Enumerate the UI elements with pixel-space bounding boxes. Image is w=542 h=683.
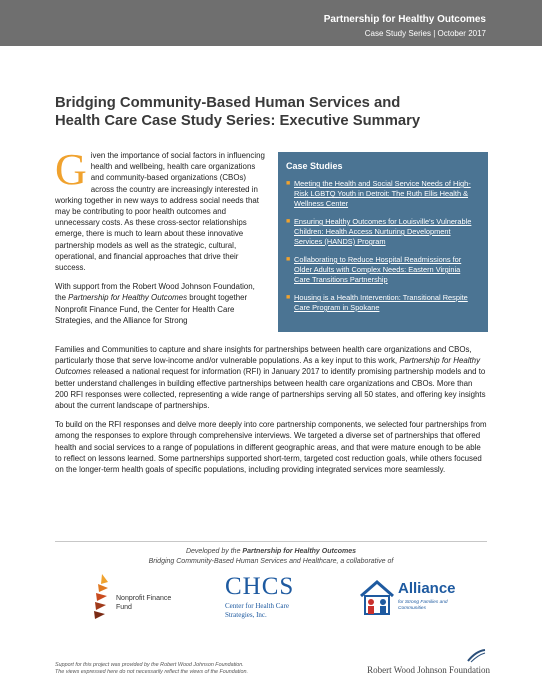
developed-prefix: Developed by the [185, 548, 243, 555]
intro-text-1: iven the importance of social factors in influencing health and wellbeing, health care organizations and community-based organizations (CBOs) across the country are increasingly interested in working together in new ways to address social needs that may be contributing to poor health outcomes and unnecessary costs. As these cross-sector relationships emerge, there is much to learn about these innovative partnership models as well as the strategic, cultural, operational, and financial approaches that drive their success. [55, 151, 265, 273]
case-study-link-3[interactable]: Collaborating to Reduce Hospital Readmissions for Older Adults with Complex Needs: Eastern Virginia Care Transitions Partnership [294, 255, 462, 284]
chcs-name: Center for Health Care Strategies, Inc. [225, 602, 289, 619]
case-study-link-1[interactable]: Meeting the Health and Social Service Needs of High-Risk LGBTQ Youth in Detroit: The Ruth Ellis Health & Wellness Center [294, 179, 471, 208]
intro-text-2b: brought together Nonprofit Finance Fund, the Center for Health Care Strategies, and the Alliance for Strong [55, 293, 248, 325]
case-studies-box [278, 152, 488, 332]
intro-paragraph-2 [55, 281, 268, 326]
case-studies-title: Case Studies [286, 161, 343, 171]
funding-note [55, 662, 295, 676]
case-study-item [286, 293, 478, 313]
body-continuation [55, 344, 487, 483]
rwjf-name: Robert Wood Johnson Foundation [367, 665, 490, 675]
developed-org: Partnership for Healthy Outcomes [242, 548, 357, 555]
rwjf-swoosh-icon [466, 649, 486, 663]
alliance-house-icon [358, 578, 396, 618]
title-line-1: Bridging Community-Based Human Services and [55, 95, 401, 111]
header-band [0, 0, 542, 46]
developed-by [55, 547, 487, 567]
body-text-2c: Families and Communities to capture and share insights for partnerships between health care organizations and CBOs, particularly those that serve low-income and/or vulnerable populations. As a key input to this work, [55, 345, 472, 366]
alliance-tagline: for Strong Families and Communities [398, 600, 448, 611]
drop-cap: G [55, 145, 87, 194]
page-title [55, 94, 495, 130]
case-study-item [286, 255, 478, 285]
case-study-item [286, 179, 478, 209]
square-bullet-icon: ■ [286, 256, 291, 263]
case-study-link-2[interactable]: Ensuring Healthy Outcomes for Louisville's Vulnerable Children: Health Access Nurturing Development Services (HANDS) Program [294, 217, 472, 246]
body-paragraph-2-cont [55, 344, 487, 411]
developed-line-2: Bridging Community-Based Human Services and Healthcare, a collaborative of [148, 558, 394, 565]
body-italic-2: Partnership for Healthy Outcomes [55, 356, 481, 377]
intro-italic-1: Partnership for Healthy Outcomes [68, 293, 188, 303]
nff-flame-icon [88, 572, 118, 622]
square-bullet-icon: ■ [286, 180, 291, 187]
chcs-letters: CHCS [225, 573, 295, 600]
intro-text-2a: With support from the Robert Wood Johnson Foundation, the [55, 282, 255, 303]
case-study-link-4[interactable]: Housing is a Health Intervention: Transitional Respite Care Program in Spokane [294, 293, 468, 312]
intro-column [55, 145, 268, 334]
header-org: Partnership for Healthy Outcomes [323, 14, 486, 25]
alliance-logo [358, 574, 478, 624]
square-bullet-icon: ■ [286, 294, 291, 301]
chcs-logo [225, 574, 345, 624]
body-paragraph-3: To build on the RFI responses and delve more deeply into core partnership components, we selected four partnerships from among the responses to explore through comprehensive interviews. We targeted a diverse set of partnerships that offered health and social services to a range of populations in different geographic areas, and that were mature enough to be able to reflect on lessons learned. Some partnerships supported short-term, targeted cost reduction goals, while others focused on the longer-term health goals of specific populations, including providing integrated services more seamlessly. [55, 420, 487, 475]
rwjf-logo [340, 649, 490, 679]
alliance-name: Alliance [398, 580, 456, 597]
intro-paragraph-1 [55, 145, 268, 273]
square-bullet-icon: ■ [286, 218, 291, 225]
footer-divider [55, 541, 487, 542]
body-text-2d: released a national request for information (RFI) in January 2017 to identify promising partnership models and to better understand challenges in building effective partnerships between health care organizations and CBOs. More than 200 RFI responses were collected, representing a wide range of partnerships serving all 50 states, and offering key insights about the current landscape of partnerships. [55, 367, 486, 411]
nff-logo [88, 572, 198, 622]
funding-line-1: Support for this project was provided by the Robert Wood Johnson Foundation. [55, 662, 244, 668]
nff-name: Nonprofit Finance Fund [116, 595, 172, 611]
funding-line-2: The views expressed here do not necessarily reflect the views of the Foundation. [55, 669, 248, 675]
case-study-item [286, 217, 478, 247]
developed-line-1 [55, 547, 487, 557]
header-series: Case Study Series | October 2017 [364, 29, 486, 38]
case-studies-list [286, 179, 478, 313]
title-line-2: Health Care Case Study Series: Executive Summary [55, 113, 421, 129]
